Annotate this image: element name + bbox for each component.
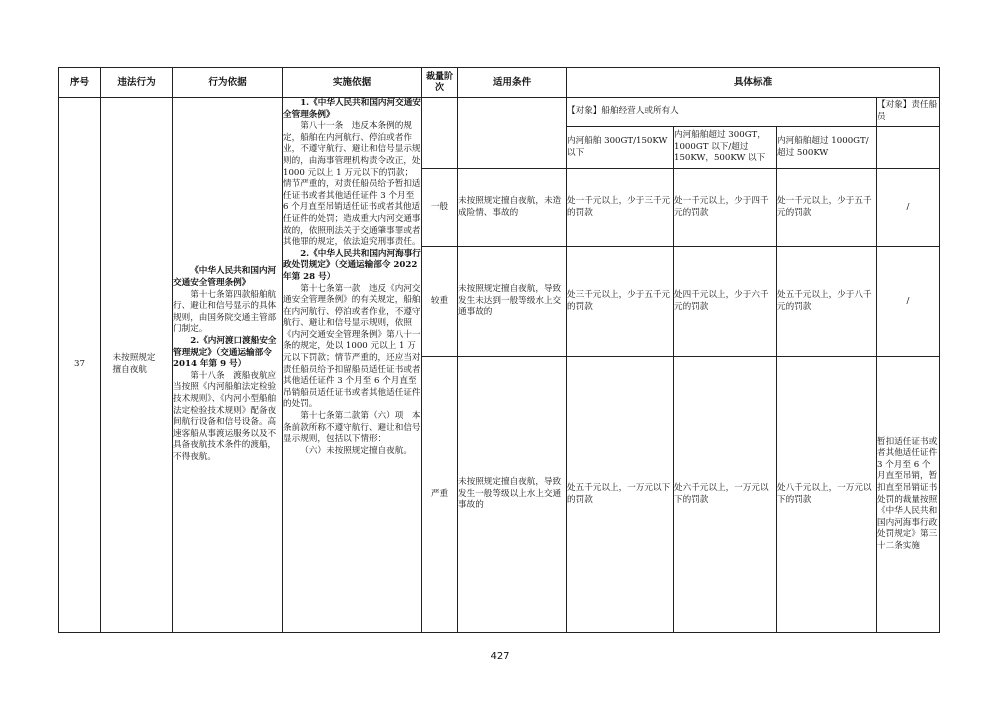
- std-general-3: 处一千元以上，少于五千元的罚款: [777, 169, 877, 247]
- std-severe-3: 处八千元以上，一万元以下的罚款: [777, 357, 877, 633]
- impl-para-4: （六）未按照规定擅自夜航。: [300, 445, 412, 456]
- violation-cell: [101, 98, 173, 633]
- std-severe-2: 处六千元以上，一万元以下的罚款: [674, 357, 777, 633]
- impl-para-2: 第十七条第一款 违反《内河交通安全管理条例》的有关规定，船舶在内河航行、停泊或者作业，不遵守航行、避让和信号显示规则，依照《内河交通安全管理条例》第八十一条的规定，处以 1000 元以上 1 万元以下罚款；情节严重的，还应当对责任船员给予扣留船员适任证书或者其他适任证件 3 个月至 6 个月直至吊销船员适任证书或者其他适任证件的处罚。: [283, 283, 421, 410]
- std-severe-1: 处五千元以上，一万元以下的罚款: [567, 357, 674, 633]
- level-serious: 较重: [422, 247, 458, 357]
- object-row: [59, 98, 940, 127]
- cond-serious: 未按照规定擅自夜航，导致发生未达到一般等级水上交通事故的: [458, 247, 567, 357]
- impl-para-3: 第十七条第二款第（六）项 本条前款所称不遵守航行、避让和信号显示规则，包括以下情形：: [283, 411, 421, 445]
- header-cond: 适用条件: [458, 68, 567, 98]
- header-standard: 具体标准: [567, 68, 940, 98]
- basis-para-2: 第十八条 渡船夜航应当按照《内河船舶法定检验技术规则》、《内河小型船舶法定检验技术规则》配备夜间航行设备和信号设备。高速客船从事渡运服务以及不具备夜航技术条件的渡船，不得夜航。: [173, 370, 277, 462]
- level-severe: 严重: [422, 357, 458, 633]
- impl-para-1: 第八十一条 违反本条例的规定，船舶在内河航行、停泊或者作业，不遵守航行、避让和信号显示规则的，由海事管理机构责令改正，处 1000 元以上 1 万元以下的罚款；情节严重的，对责任船员给予暂扣适任证书或者其他适任证件 3 个月至 6 个月直至吊销适任证书或者其他适任证件的处罚；造成重大内河交通事故的，依照刑法关于交通肇事罪或者其他罪的规定，依法追究刑事责任。: [283, 121, 421, 248]
- level-blank: [422, 98, 458, 169]
- basis-heading-1: 《中华人民共和国内河交通安全管理条例》: [173, 266, 277, 289]
- header-violation: 违法行为: [101, 68, 173, 98]
- crew-severe: 暂扣适任证书或者其他适任证件 3 个月至 6 个月直至吊销，暂扣直至吊销证书处罚的裁量按照《中华人民共和国内河海事行政处罚规定》第三十二条实施: [877, 357, 940, 633]
- impl-heading-1: 1.《中华人民共和国内河交通安全管理条例》: [283, 98, 421, 120]
- header-row: [59, 68, 940, 98]
- impl-cell: [283, 98, 422, 633]
- sub-large-ship: 内河船舶超过 1000GT/超过 500KW: [777, 127, 877, 169]
- header-level: 裁量阶次: [422, 68, 458, 98]
- header-impl: 实施依据: [283, 68, 422, 98]
- sub-small-ship: 内河船舶 300GT/150KW 以下: [567, 127, 674, 169]
- std-serious-3: 处五千元以上，少于八千元的罚款: [777, 247, 877, 357]
- violation-text: 未按照规定擅自夜航: [112, 353, 156, 375]
- seq-cell: 37: [59, 98, 101, 633]
- level-general: 一般: [422, 169, 458, 247]
- cond-blank: [458, 98, 567, 169]
- basis-cell: [173, 98, 283, 633]
- object-crew: 【对象】责任船员: [877, 98, 940, 127]
- sub-medium-ship: 内河船舶超过 300GT，1000GT 以下/超过 150KW，500KW 以下: [674, 127, 777, 169]
- page-number: 427: [490, 651, 510, 662]
- cond-severe: 未按照规定擅自夜航，导致发生一般等级以上水上交通事故的: [458, 357, 567, 633]
- std-serious-2: 处四千元以上，少于六千元的罚款: [674, 247, 777, 357]
- header-seq: 序号: [59, 68, 101, 98]
- std-general-2: 处一千元以上，少于四千元的罚款: [674, 169, 777, 247]
- penalty-table: [58, 67, 940, 633]
- basis-heading-2: 2.《内河渡口渡船安全管理规定》（交通运输部令 2014 年第 9 号）: [173, 336, 277, 370]
- object-owner: 【对象】船舶经营人或所有人: [567, 98, 877, 127]
- cond-general: 未按照规定擅自夜航，未造成险情、事故的: [458, 169, 567, 247]
- header-basis: 行为依据: [173, 68, 283, 98]
- std-general-1: 处一千元以上，少于三千元的罚款: [567, 169, 674, 247]
- crew-serious: /: [877, 247, 940, 357]
- std-serious-1: 处三千元以上，少于五千元的罚款: [567, 247, 674, 357]
- impl-heading-2: 2.《中华人民共和国内河海事行政处罚规定》（交通运输部令 2022 年第 28 号）: [283, 248, 421, 282]
- sub-crew-blank: [877, 127, 940, 169]
- basis-para-1: 第十七条第四款船舶航行、避让和信号显示的具体规则，由国务院交通主管部门制定。: [173, 289, 277, 335]
- crew-general: /: [877, 169, 940, 247]
